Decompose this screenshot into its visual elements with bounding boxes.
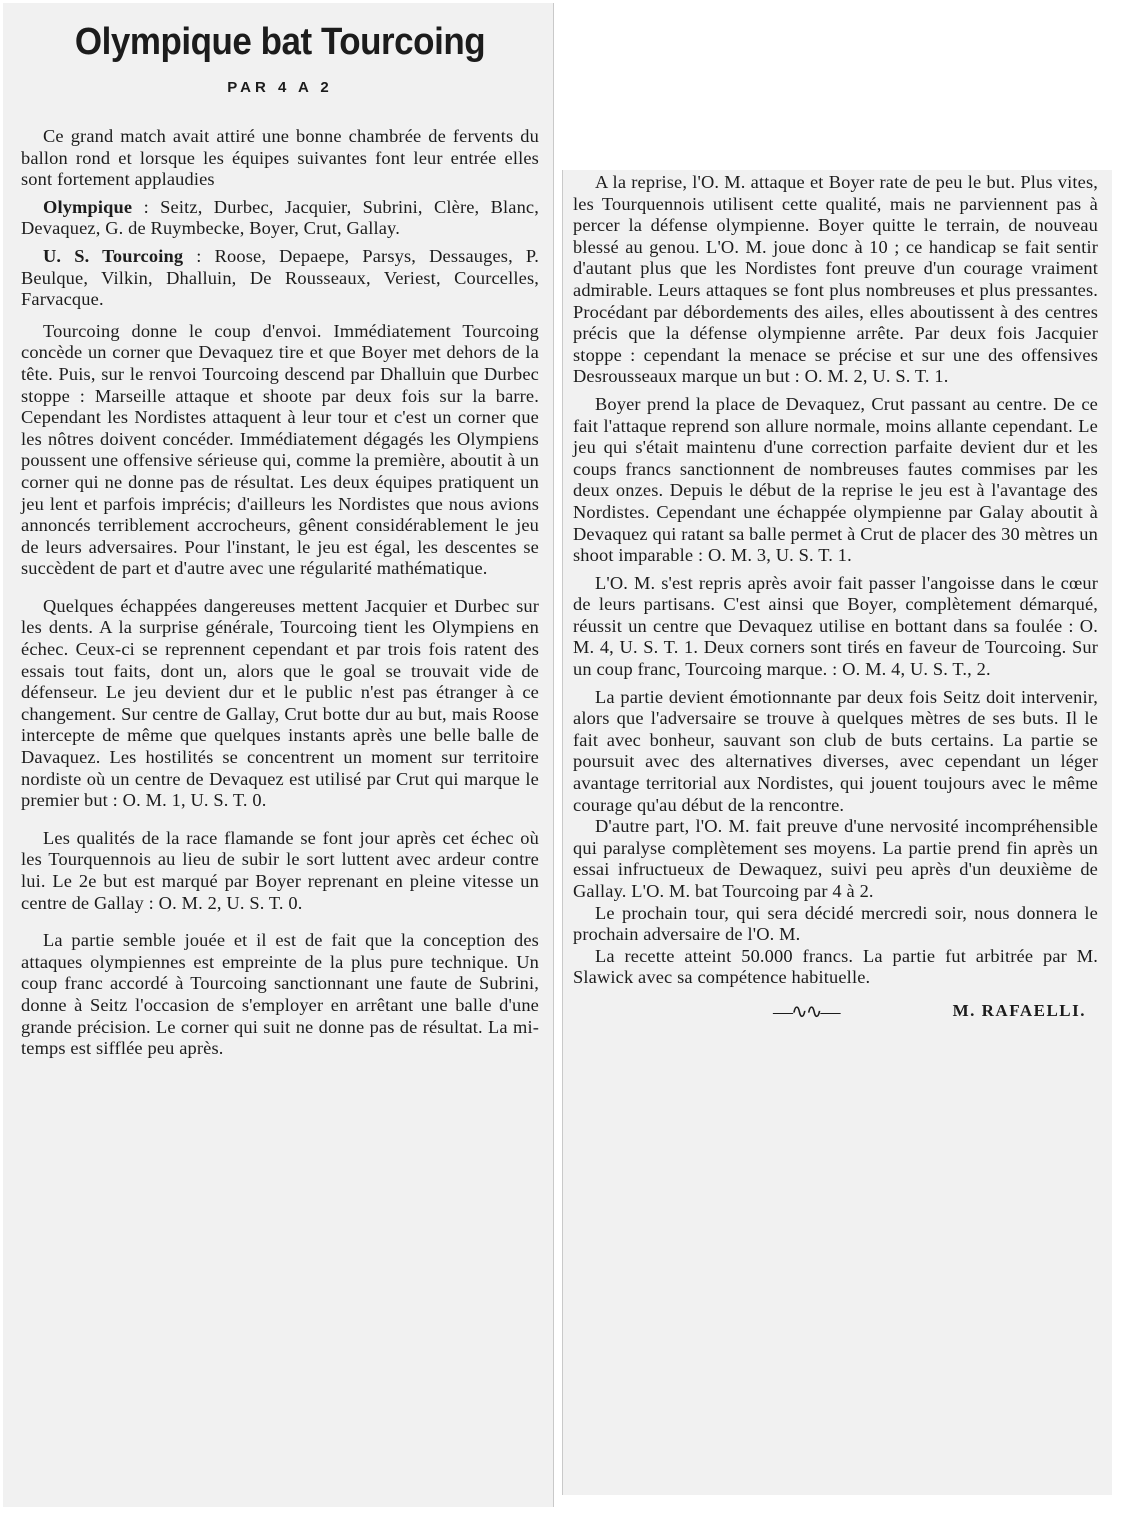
article-column-left bbox=[3, 3, 554, 1507]
team-label-tourcoing: U. S. Tourcoing bbox=[43, 245, 184, 266]
body-paragraph: La partie devient émotionnante par deux fois Seitz doit intervenir, alors que l'adversaire se trouve à quelques mètres de ses buts. Il le fait avec bonheur, sauvant son club de buts certains. La partie se poursuit avec des alternatives diverses, avec cependant un léger avantage territorial aux Nordistes, qui jouent toujours avec le même courage qu'au début de la rencontre. bbox=[573, 686, 1098, 815]
lineup-tourcoing bbox=[21, 246, 539, 311]
body-paragraph: La partie semble jouée et il est de fait que la conception des attaques olympiennes est empreinte de la plus pure technique. Un coup franc accordé à Tourcoing sanctionnant une faute de Subrini, donne à Seitz l'occasion de s'employer en arrêtant une balle d'une grande précision. Le corner qui suit ne donne pas de résultat. La mi-temps est sifflée peu après. bbox=[21, 930, 539, 1059]
body-paragraph: Les qualités de la race flamande se font jour après cet échec où les Tourquennois au lieu de subir le sort luttent avec ardeur contre lui. Le 2e but est marqué par Boyer reprenant en pleine vitesse un centre de Gallay : O. M. 2, U. S. T. 0. bbox=[21, 827, 539, 913]
team-players-tourcoing: : Roose, Depaepe, Parsys, Dessauges, P. Beulque, Vilkin, Dhalluin, De Rousseaux, Veriest, Courcelles, Farvacque. bbox=[21, 245, 539, 310]
team-players-olympique: : Seitz, Durbec, Jacquier, Subrini, Clère, Blanc, Devaquez, G. de Ruymbecke, Boyer, Crut, Gallay. bbox=[21, 196, 539, 239]
body-paragraph: Tourcoing donne le coup d'envoi. Immédiatement Tourcoing concède un corner que Devaquez tire et que Boyer met dehors de la tête. Puis, sur le renvoi Tourcoing descend par Dhalluin que Durbec stoppe : Marseille attaque et shoote par deux fois sur la barre. Cependant les Nordistes attaquent à leur tour et c'est un corner que les nôtres doivent concéder. Immédiatement dégagés les Olympiens poussent une offensive sérieuse qui, comme la première, aboutit à un corner qui ne donne pas de résultat. Les deux équipes pratiquent un jeu lent et parfois imprécis; d'ailleurs les Nordistes que nous avions annoncés terriblement accrocheurs, gênent considérablement le jeu de leurs adversaires. Pour l'instant, le jeu est égal, les descentes se succèdent de part et d'autre avec une régularité mathématique. bbox=[21, 320, 539, 579]
signature-row bbox=[573, 999, 1098, 1024]
team-label-olympique: Olympique bbox=[43, 196, 133, 217]
author-signature: M. RAFAELLI. bbox=[952, 1001, 1086, 1021]
body-paragraph: A la reprise, l'O. M. attaque et Boyer rate de peu le but. Plus vites, les Tourquennois utilisent cette qualité, mais ne parviennent pas à percer la défense olympienne. Boyer quitte le terrain, de nouveau blessé au genou. L'O. M. joue donc à 10 ; ce handicap se fait sentir d'autant plus que les Nordistes font preuve d'un courage vraiment admirable. Leurs attaques se font plus nombreuses et plus pressantes. Procédant par débordements des ailes, elles aboutissent à des centres précis que la défense olympienne arrête. Par deux fois Jacquier stoppe : cependant la menace se précise et sur une des offensives Desrousseaux marque un but : O. M. 2, U. S. T. 1. bbox=[573, 172, 1098, 387]
lineup-olympique bbox=[21, 197, 539, 240]
ornament-separator: —∿∿— bbox=[773, 1000, 839, 1023]
intro-paragraph: Ce grand match avait attiré une bonne chambrée de fervents du ballon rond et lorsque les équipes suivantes font leur entrée elles sont fortement applaudies bbox=[21, 126, 539, 190]
body-paragraph: Quelques échappées dangereuses mettent Jacquier et Durbec sur les dents. A la surprise générale, Tourcoing tient les Olympiens en échec. Ceux-ci se reprennent cependant et par trois fois ratent des essais tout faits, dont un, alors que le goal se trouvait vide de défenseur. Le jeu devient dur et le public n'est pas étranger à ce changement. Sur centre de Gallay, Crut botte dur au but, mais Roose intercepte de même que quelques instants après une belle balle de Davaquez. Les hostilités se concentrent un moment sur territoire nordiste où un centre de Devaquez est utilisé par Crut qui marque le premier but : O. M. 1, U. S. T. 0. bbox=[21, 595, 539, 811]
subheadline: PAR 4 A 2 bbox=[227, 79, 333, 96]
body-paragraph: L'O. M. s'est repris après avoir fait passer l'angoisse dans le cœur de leurs partisans. C'est ainsi que Boyer, complètement démarqué, réussit un centre que Devaquez utilise en bottant dans sa foulée : O. M. 4, U. S. T. 1. Deux corners sont tirés en faveur de Tourcoing. Sur un coup franc, Tourcoing marque. : O. M. 4, U. S. T., 2. bbox=[573, 572, 1098, 680]
body-paragraph: D'autre part, l'O. M. fait preuve d'une nervosité incompréhensible qui paralyse complètement ses moyens. La partie prend fin après un essai infructueux de Dewaquez, suivi peu après d'un deuxième de Gallay. L'O. M. bat Tourcoing par 4 à 2. bbox=[573, 816, 1098, 901]
body-paragraph: Boyer prend la place de Devaquez, Crut passant au centre. De ce fait l'attaque reprend son allure normale, moins allante cependant. Le jeu qui s'était maintenu d'une correction parfaite devient dur et les coups francs sanctionnent de nombreuses fautes commises par les deux onzes. Depuis le début de la reprise le jeu est à l'avantage des Nordistes. Cependant une échappée olympienne par Galay aboutit à Devaquez qui ratant sa balle permet à Crut de placer des 30 mètres un shoot imparable : O. M. 3, U. S. T. 1. bbox=[573, 393, 1098, 566]
body-paragraph: La recette atteint 50.000 francs. La partie fut arbitrée par M. Slawick avec sa compétence habituelle. bbox=[573, 945, 1098, 988]
article-column-right bbox=[562, 170, 1112, 1495]
headline: Olympique bat Tourcoing bbox=[74, 21, 486, 63]
body-paragraph: Le prochain tour, qui sera décidé mercredi soir, nous donnera le prochain adversaire de l'O. M. bbox=[573, 902, 1098, 945]
